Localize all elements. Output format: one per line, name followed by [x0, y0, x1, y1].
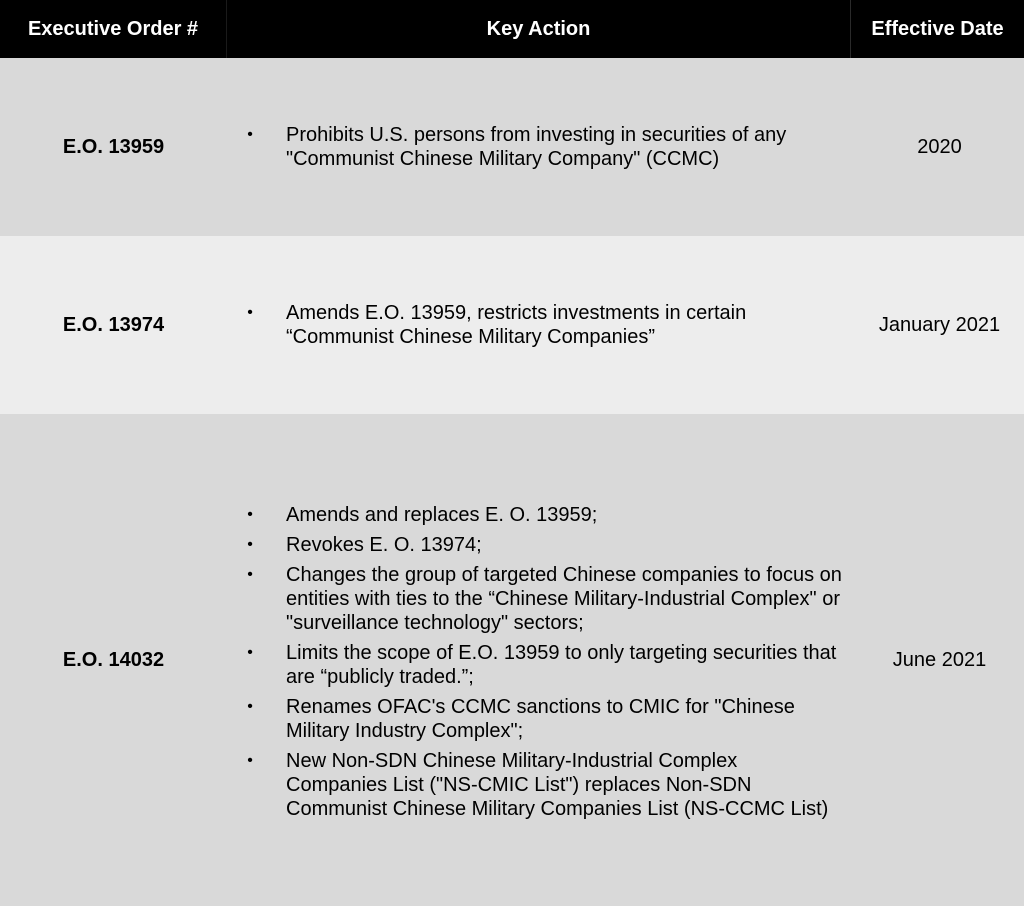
- bullet-icon: •: [247, 506, 253, 523]
- order-number-cell: E.O. 13974: [62, 313, 165, 336]
- list-item: [227, 301, 851, 349]
- list-item: [227, 563, 851, 635]
- action-list: [227, 123, 851, 171]
- action-list: [227, 503, 851, 821]
- key-action-cell: [227, 236, 851, 414]
- bullet-icon: •: [247, 644, 253, 661]
- key-action-cell: [227, 58, 851, 236]
- effective-date-cell: January 2021: [878, 313, 1001, 336]
- table-row: [0, 58, 1024, 236]
- effective-date-cell: 2020: [917, 135, 962, 158]
- order-number-cell: E.O. 13959: [62, 135, 165, 158]
- action-text: Revokes E. O. 13974;: [286, 534, 482, 556]
- header-executive-order: Executive Order #: [0, 0, 227, 58]
- action-text: New Non-SDN Chinese Military-Industrial Complex Companies List ("NS-CMIC List") replaces Non-SDN Communist Chinese Military Companies List (NS-CCMC List): [286, 750, 829, 820]
- header-effective-date: Effective Date: [871, 17, 1004, 40]
- bullet-icon: •: [247, 566, 253, 583]
- list-item: [227, 123, 851, 171]
- bullet-icon: •: [247, 304, 253, 321]
- action-text: Amends E.O. 13959, restricts investments in certain “Communist Chinese Military Companies”: [286, 302, 747, 348]
- list-item: [227, 695, 851, 743]
- table-row: [0, 414, 1024, 906]
- action-text: Renames OFAC's CCMC sanctions to CMIC for "Chinese Military Industry Complex";: [286, 696, 795, 742]
- header-key-action: Key Action: [227, 0, 851, 58]
- bullet-icon: •: [247, 752, 253, 769]
- table-row: [0, 236, 1024, 414]
- bullet-icon: •: [247, 536, 253, 553]
- list-item: [227, 641, 851, 689]
- action-text: Amends and replaces E. O. 13959;: [286, 504, 598, 526]
- bullet-icon: •: [247, 698, 253, 715]
- effective-date-cell: June 2021: [892, 648, 987, 671]
- bullet-icon: •: [247, 126, 253, 143]
- action-list: [227, 301, 851, 349]
- order-number-cell: E.O. 14032: [62, 648, 165, 671]
- action-text: Prohibits U.S. persons from investing in securities of any "Communist Chinese Military Company" (CCMC): [286, 124, 787, 170]
- list-item: [227, 533, 851, 557]
- action-text: Changes the group of targeted Chinese companies to focus on entities with ties to the “Chinese Military-Industrial Complex" or "surveillance technology" sectors;: [286, 564, 842, 634]
- action-text: Limits the scope of E.O. 13959 to only targeting securities that are “publicly traded.”;: [286, 642, 837, 688]
- list-item: [227, 749, 851, 821]
- list-item: [227, 503, 851, 527]
- table-header: [0, 0, 1024, 58]
- key-action-cell: [227, 414, 851, 906]
